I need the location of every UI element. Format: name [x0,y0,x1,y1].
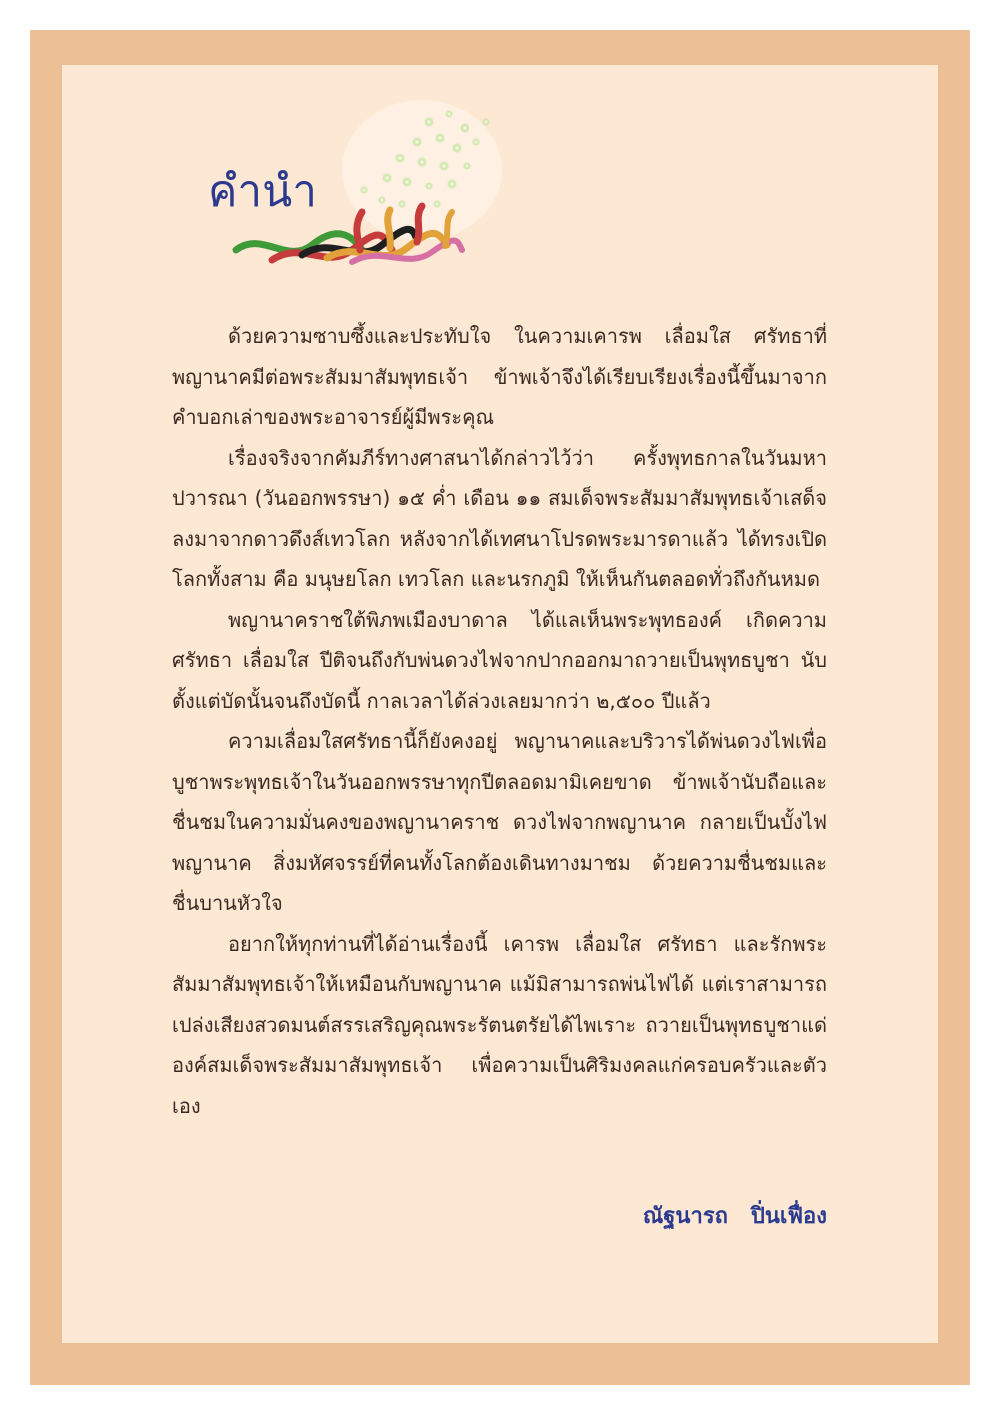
paragraph: พญานาคราชใต้พิภพเมืองบาดาล ได้แลเห็นพระพุทธองค์ เกิดความศรัทธา เลื่อมใส ปีติจนถึงกับพ่นดวงไฟจากปากออกมาถวายเป็นพุทธบูชา นับตั้งแต่บัดนั้นจนถึงบัดนี้ กาลเวลาได้ล่วงเลยมากว่า ๒,๕๐๐ ปีแล้ว [172,607,827,713]
author-signature: ณัฐนารถ ปิ่นเฟื่อง [642,1204,827,1229]
paragraph: อยากให้ทุกท่านที่ได้อ่านเรื่องนี้ เคารพ เลื่อมใส ศรัทธา และรักพระสัมมาสัมพุทธเจ้าให้เหมือนกับพญานาค แม้มิสามารถพ่นไฟได้ แต่เราสามารถเปล่งเสียงสวดมนต์สรรเสริญคุณพระรัตนตรัยได้ไพเราะ ถวายเป็นพุทธบูชาแด่องค์สมเด็จพระสัมมาสัมพุทธเจ้า เพื่อความเป็นศิริมงคลแก่ครอบครัวและตัวเอง [172,931,827,1118]
foreword-body [172,316,827,1126]
page-title: คำนำ [208,166,317,217]
paragraph: ความเลื่อมใสศรัทธานี้ก็ยังคงอยู่ พญานาคและบริวารได้พ่นดวงไฟเพื่อบูชาพระพุทธเจ้าในวันออกพรรษาทุกปีตลอดมามิเคยขาด ข้าพเจ้านับถือและชื่นชมในความมั่นคงของพญานาคราช ดวงไฟจากพญานาค กลายเป็นบั้งไฟพญานาค สิ่งมหัศจรรย์ที่คนทั้งโลกต้องเดินทางมาชม ด้วยความชื่นชมและชื่นบานหัวใจ [172,729,827,915]
paragraph: เรื่องจริงจากคัมภีร์ทางศาสนาได้กล่าวไว้ว่า ครั้งพุทธกาลในวันมหาปวารณา (วันออกพรรษา) ๑๕ ค่ำ เดือน ๑๑ สมเด็จพระสัมมาสัมพุทธเจ้าเสด็จลงมาจากดาวดึงส์เทวโลก หลังจากได้เทศนาโปรดพระมารดาแล้ว ได้ทรงเปิดโลกทั้งสาม คือ มนุษยโลก เทวโลก และนรกภูมิ ให้เห็นกันตลอดทั่วถึงกันหมด [172,445,827,591]
paragraph: ด้วยความซาบซึ้งและประทับใจ ในความเคารพ เลื่อมใส ศรัทธาที่พญานาคมีต่อพระสัมมาสัมพุทธเจ้า ข้าพเจ้าจึงได้เรียบเรียงเรื่องนี้ขึ้นมาจากคำบอกเล่าของพระอาจารย์ผู้มีพระคุณ [172,324,827,429]
